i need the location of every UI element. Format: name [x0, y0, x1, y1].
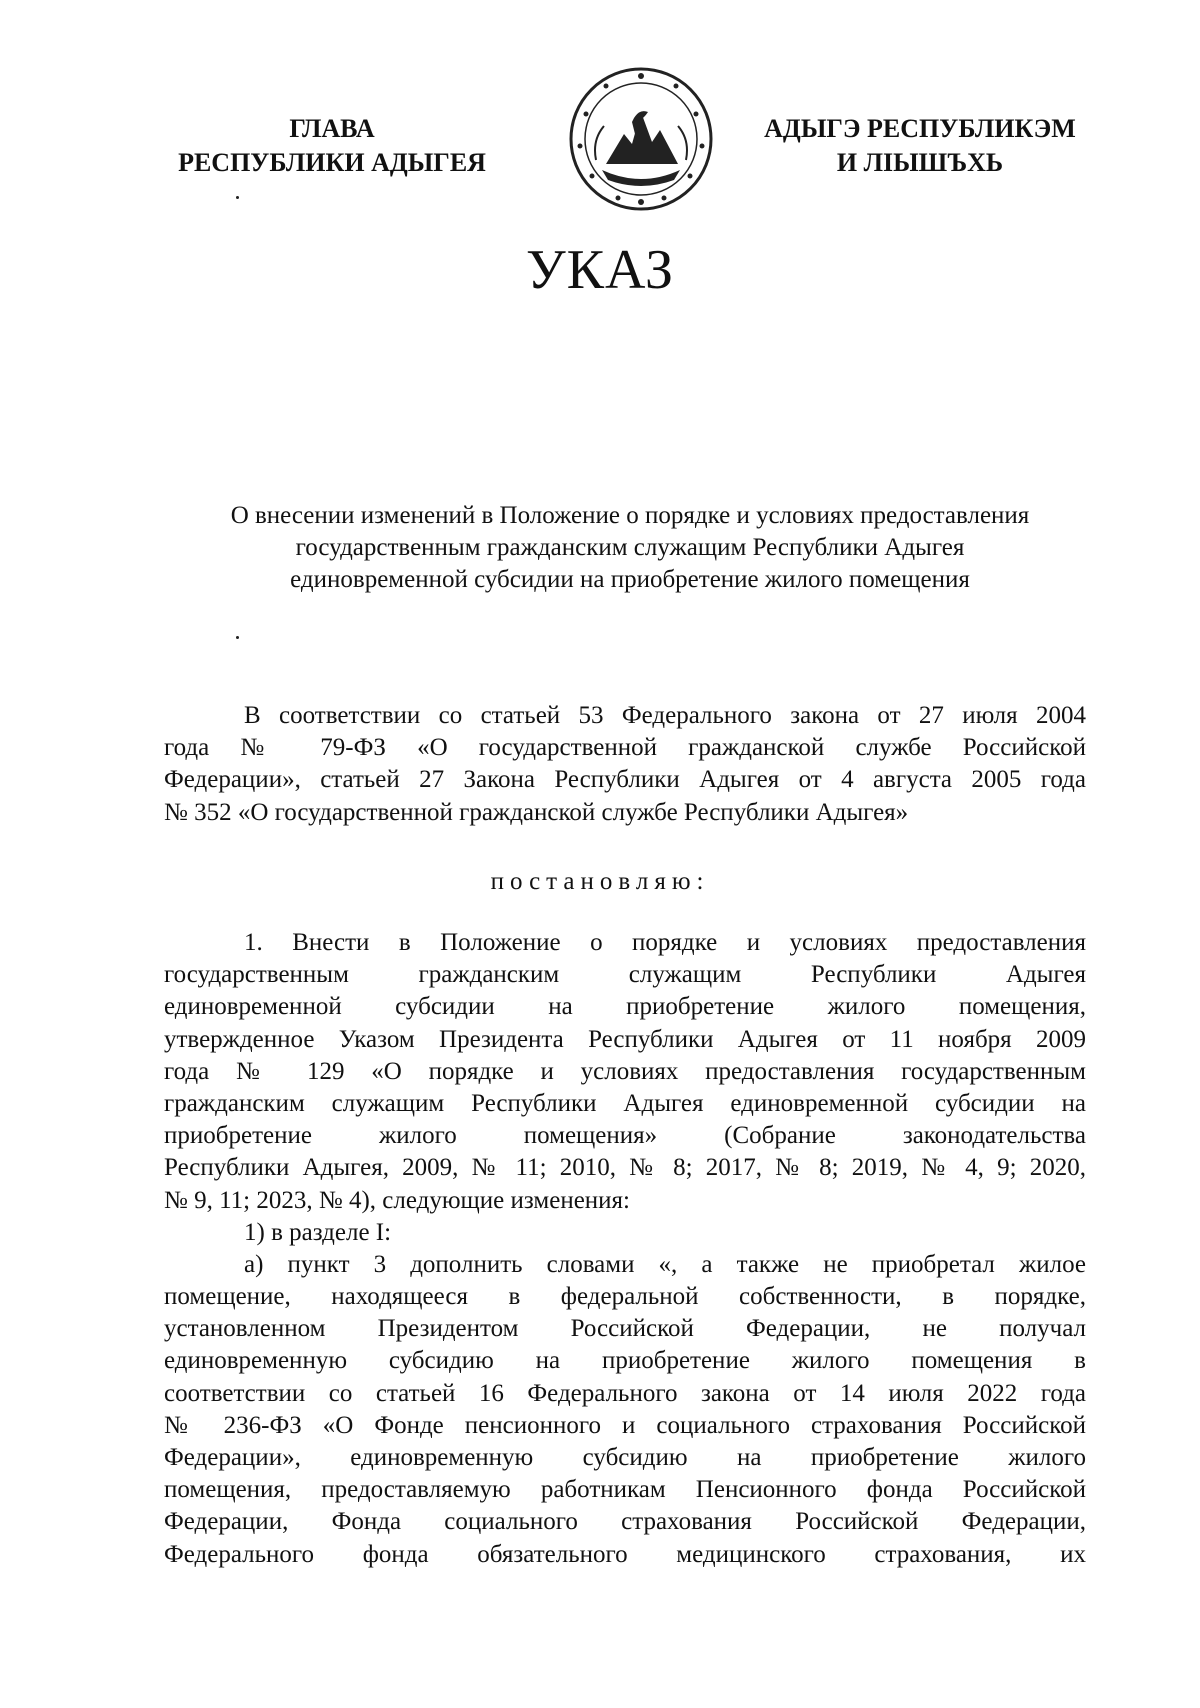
subject-line: единовременной субсидии на приобретение жилого помещения [290, 566, 970, 593]
body-line: помещения, предоставляемую работникам Пенсионного фонда Российской [164, 1476, 1086, 1504]
body-line: года № 129 «О порядке и условиях предоставления государственным [164, 1057, 1086, 1085]
preamble-line: № 352 «О государственной гражданской службе Республики Адыгея» [164, 798, 909, 826]
preamble [164, 700, 1086, 829]
document-type-title: УКАЗ [525, 239, 675, 301]
body-line: Федерации, Фонда социального страхования Российской Федерации, [164, 1508, 1086, 1536]
body-line: соответствии со статьей 16 Федерального закона от 14 июля 2022 года [164, 1379, 1086, 1407]
body-line: единовременную субсидию на приобретение жилого помещения в [164, 1347, 1086, 1375]
body-line: Федерального фонда обязательного медицинского страхования, их [164, 1540, 1086, 1568]
scan-speck [236, 196, 239, 199]
decree-body [164, 927, 1086, 1571]
preamble-line: В соответствии со статьей 53 Федерального закона от 27 июля 2004 [244, 702, 1086, 729]
body-line: Федерации», единовременную субсидию на приобретение жилого [164, 1444, 1086, 1471]
header-right [730, 112, 1110, 180]
body-line: а) пункт 3 дополнить словами «, а также не приобретал жилое [244, 1250, 1086, 1278]
header-left-line2: РЕСПУБЛИКИ АДЫГЕЯ [178, 148, 486, 177]
header-left [142, 112, 522, 180]
header-left-line1: ГЛАВА [289, 114, 375, 143]
subject-line: государственным гражданским служащим Республики Адыгея [295, 534, 965, 561]
body-line: 1. Внести в Положение о порядке и условиях предоставления [244, 929, 1086, 956]
body-line: приобретение жилого помещения» (Собрание законодательства [164, 1122, 1086, 1150]
body-line: утвержденное Указом Президента Республики Адыгея от 11 ноября 2009 [164, 1025, 1086, 1053]
body-line: гражданским служащим Республики Адыгея единовременной субсидии на [164, 1089, 1086, 1117]
header-right-line2: И ЛІЫШЪХЬ [836, 148, 1004, 177]
preamble-line: года № 79-ФЗ «О государственной гражданской службе Российской [164, 734, 1086, 762]
body-line: единовременной субсидии на приобретение жилого помещения, [164, 993, 1086, 1021]
body-line: помещение, находящееся в федеральной собственности, в порядке, [164, 1283, 1086, 1311]
preamble-line: Федерации», статьей 27 Закона Республики Адыгея от 4 августа 2005 года [164, 766, 1086, 794]
body-line: установленном Президентом Российской Федерации, не получал [164, 1315, 1086, 1343]
body-line: 1) в разделе I: [244, 1218, 392, 1246]
scan-speck [236, 636, 239, 639]
body-line: государственным гражданским служащим Республики Адыгея [164, 961, 1086, 989]
header-right-line1: АДЫГЭ РЕСПУБЛИКЭМ [764, 114, 1076, 143]
subject-line: О внесении изменений в Положение о порядке и условиях предоставления [230, 502, 1030, 529]
body-line: Республики Адыгея, 2009, № 11; 2010, № 8; 2017, № 8; 2019, № 4, 9; 2020, [164, 1154, 1086, 1182]
decree-subject [170, 500, 1090, 596]
body-line: № 9, 11; 2023, № 4), следующие изменения: [164, 1186, 631, 1214]
body-line: № 236-ФЗ «О Фонде пенсионного и социального страхования Российской [164, 1411, 1086, 1439]
coat-of-arms-icon [566, 64, 716, 214]
decree-word: постановляю: [490, 868, 710, 895]
